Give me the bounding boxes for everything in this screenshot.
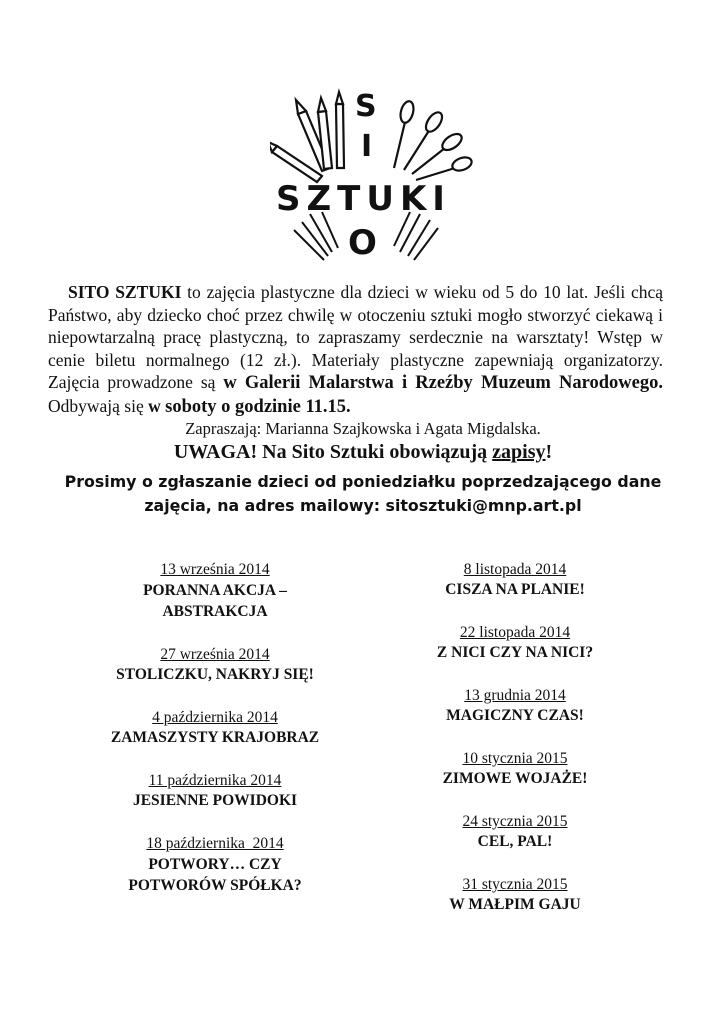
event-title: MAGICZNY CZAS! — [446, 707, 584, 724]
logo-word: SZTUKI — [276, 179, 451, 219]
logo-letter-o: O — [348, 223, 377, 263]
intro-text-1: to zajęcia plastyczne dla dzieci w wieku od 5 do 10 lat. Jeśli chcą Państwo, aby dziecko choć przez chwilę w otoczeniu sztuki mogło stworzyć ciekawą i niepowtarzalną pracę plastyczną, to zapraszamy serdecznie na warsztaty! Wstęp w cenie biletu normalnego (12 zł.). Materiały plastyczne zapewniają organizatorzy. Zajęcia prowadzone są — [48, 282, 663, 392]
event-title: CISZA NA PLANIE! — [445, 581, 585, 598]
schedule-item — [70, 771, 360, 811]
event-date: 13 września 2014 — [160, 561, 270, 578]
event-title: STOLICZKU, NAKRYJ SIĘ! — [116, 666, 314, 683]
schedule-item — [70, 560, 360, 622]
intro-place: w Galerii Malarstwa i Rzeźby Muzeum Narodowego. — [223, 373, 663, 393]
contact-notice — [48, 470, 678, 518]
event-title: CEL, PAL! — [477, 833, 553, 850]
pencils-icon — [270, 92, 344, 182]
event-date: 27 września 2014 — [160, 646, 270, 663]
event-title: ZAMASZYSTY KRAJOBRAZ — [110, 729, 320, 746]
event-date: 13 grudnia 2014 — [464, 687, 566, 704]
schedule-item — [365, 560, 665, 600]
event-title: PORANNA AKCJA – ABSTRAKCJA — [143, 582, 287, 620]
schedule-item — [365, 749, 665, 789]
event-date: 8 listopada 2014 — [463, 561, 567, 578]
organizers-line: Zapraszają: Marianna Szajkowska i Agata Migdalska. — [185, 419, 541, 438]
event-date: 11 października 2014 — [148, 772, 282, 789]
logo-letter-i: I — [361, 129, 373, 164]
registration-notice — [48, 440, 678, 464]
schedule-item — [365, 875, 665, 915]
event-date: 22 listopada 2014 — [459, 624, 571, 641]
event-date: 24 stycznia 2015 — [462, 813, 568, 830]
logo-letter-s: S — [355, 89, 377, 124]
event-date: 31 stycznia 2015 — [462, 876, 568, 893]
contact-line-1: Prosimy o zgłaszanie dzieci od poniedziałku poprzedzającego dane — [64, 472, 662, 491]
event-title: JESIENNE POWIDOKI — [132, 792, 298, 809]
schedule-right-column — [365, 560, 665, 915]
schedule-item — [365, 686, 665, 726]
intro-paragraph — [48, 281, 663, 418]
event-title: POTWORY… CZY POTWORÓW SPÓŁKA? — [128, 856, 302, 894]
schedule-item — [70, 645, 360, 685]
event-date: 4 października 2014 — [152, 709, 278, 726]
schedule-item — [70, 834, 360, 896]
intro-text-2: Odbywają się — [48, 395, 149, 416]
contact-line-2: zajęcia, na adres mailowy: sitosztuki@mnp.art.pl — [144, 496, 582, 515]
brushes-icon — [394, 100, 473, 180]
sito-sztuki-logo — [270, 84, 480, 264]
brand-name: SITO SZTUKI — [68, 282, 182, 302]
schedule-item — [365, 812, 665, 852]
schedule-item — [70, 708, 360, 748]
uwaga-end: ! — [545, 441, 553, 463]
intro-when-prefix: w — [148, 395, 166, 416]
zapisy-word: zapisy — [492, 441, 546, 463]
schedule-item — [365, 623, 665, 663]
uwaga-text: UWAGA! Na Sito Sztuki obowiązują — [173, 441, 493, 463]
intro-when: soboty o godzinie 11.15. — [165, 396, 351, 417]
event-date: 10 stycznia 2015 — [462, 750, 568, 767]
event-date: 18 października 2014 — [146, 835, 284, 852]
event-title: Z NICI CZY NA NICI? — [436, 644, 594, 661]
schedule-left-column — [70, 560, 360, 896]
event-title: ZIMOWE WOJAŻE! — [442, 770, 588, 787]
event-title: W MAŁPIM GAJU — [449, 896, 581, 913]
